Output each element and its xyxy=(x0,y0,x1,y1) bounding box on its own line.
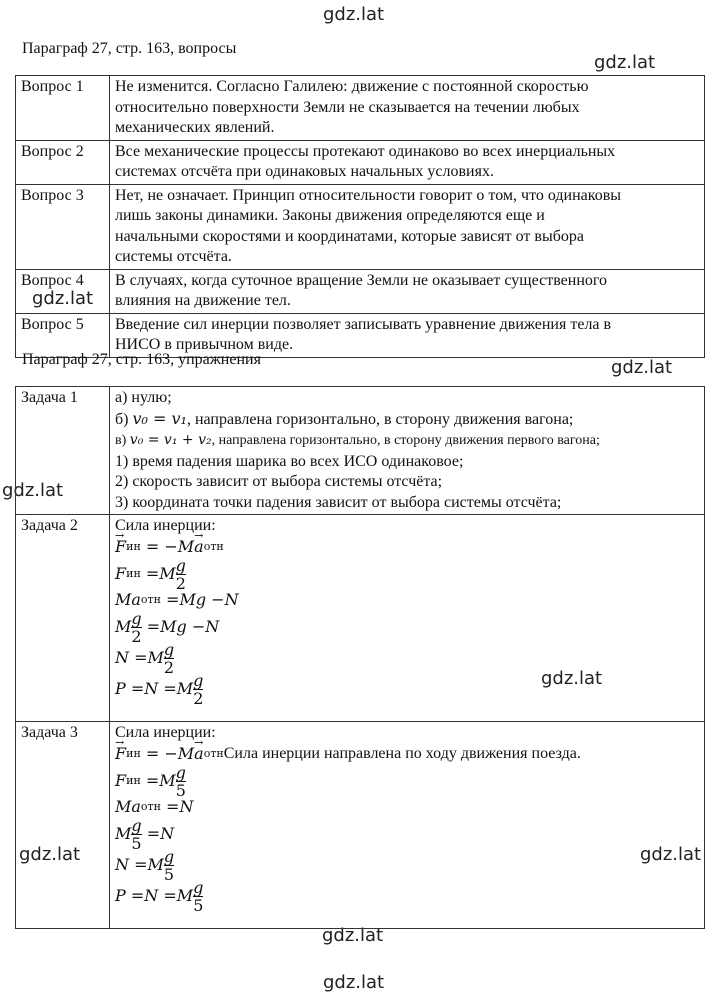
force-direction-note: Сила инерции направлена по ходу движения поезда. xyxy=(223,745,581,763)
question-label: Вопрос 3 xyxy=(16,184,110,269)
question-label: Вопрос 5 xyxy=(16,313,110,357)
table-row xyxy=(16,387,705,515)
formula: M $\frac{g}{5}$ = N xyxy=(115,815,175,853)
watermark: gdz.lat xyxy=(323,4,385,25)
question-label: Вопрос 1 xyxy=(16,76,110,141)
formula: F ин = M $\frac{g}{5}$ xyxy=(115,762,186,800)
question-label: Вопрос 4 xyxy=(16,269,110,313)
table-row xyxy=(16,140,705,184)
exercises-table xyxy=(15,386,705,929)
formula: P = N = M $\frac{g}{2}$ xyxy=(115,670,204,708)
watermark: gdz.lat xyxy=(594,52,656,73)
question-label: Вопрос 2 xyxy=(16,140,110,184)
formula: F ин = M $\frac{g}{2}$ xyxy=(115,555,186,593)
table-row xyxy=(16,76,705,141)
watermark: gdz.lat xyxy=(611,357,673,378)
watermark: gdz.lat xyxy=(541,668,603,689)
formula: → F ин = − M → a отн Сила инерции направлена по ходу движения поезда. xyxy=(115,744,699,766)
formula: → F ин = − M → a отн xyxy=(115,537,699,559)
formula: M $\frac{g}{2}$ = Mg − N xyxy=(115,608,220,646)
formula: N = M $\frac{g}{5}$ xyxy=(115,846,175,884)
watermark: gdz.lat xyxy=(640,844,702,865)
question-answer: Нет, не означает. Принцип относительности говорит о том, что одинаковы лишь законы динамики. Законы движения определяются еще и начальными скоростями и координатами, которые зависят от выбора системы отсчёта. xyxy=(110,184,705,269)
table-row xyxy=(16,269,705,313)
watermark: gdz.lat xyxy=(323,972,385,993)
watermark: gdz.lat xyxy=(322,925,384,946)
formula: v₀ = v₁ + v₂ xyxy=(129,432,212,448)
watermark: gdz.lat xyxy=(2,480,64,501)
question-answer: Введение сил инерции позволяет записывать уравнение движения тела в НИСО в привычном виде. xyxy=(110,313,705,357)
question-answer: Все механические процессы протекают одинаково во всех инерциальных системах отсчёта при одинаковых начальных условиях. xyxy=(110,140,705,184)
task-solution: Сила инерции: → F ин = − M → a отн F ин = M $\frac{g}{2}$ Ma отн = Mg − N M $\frac{g}{2}$ = Mg − N N = M $\frac{g}{2}$ P = N = M $\frac{g}{2}$ xyxy=(110,515,705,722)
formula: P = N = M $\frac{g}{5}$ xyxy=(115,877,204,915)
section-heading-questions: Параграф 27, стр. 163, вопросы xyxy=(22,40,237,57)
questions-table xyxy=(15,75,705,358)
table-row xyxy=(16,515,705,722)
table-row xyxy=(16,722,705,929)
watermark: gdz.lat xyxy=(19,844,81,865)
formula: Ma отн = Mg − N xyxy=(115,590,239,610)
task-label: Задача 2 xyxy=(16,515,110,722)
section-heading-exercises: Параграф 27, стр. 163, упражнения xyxy=(22,351,261,368)
formula: v₀ = v₁ xyxy=(132,408,187,428)
task-solution: Сила инерции: → F ин = − M → a отн Сила инерции направлена по ходу движения поезда. F ин = M $\frac{g}{5}$ Ma отн = N M $\frac{g}{5}$ = N N = M $\frac{g}{5}$ P = N = M $\frac{g}{5}$ xyxy=(110,722,705,929)
question-answer: В случаях, когда суточное вращение Земли не оказывает существенного влияния на движение тел. xyxy=(110,269,705,313)
question-answer: Не изменится. Согласно Галилею: движение с постоянной скоростью относительно поверхности Земли не сказывается на течении любых механических явлений. xyxy=(110,76,705,141)
task-solution: а) нулю; б) v₀ = v₁, направлена горизонтально, в сторону движения вагона; в) v₀ = v₁ + v₂, направлена горизонтально, в сторону движения первого вагона; 1) время падения шарика во всех ИСО одинаковое; 2) скорость зависит от выбора системы отсчёта; 3) координата точки падения зависит от выбора системы отсчёта; xyxy=(110,387,705,515)
task-label: Задача 1 xyxy=(16,387,110,515)
task-label: Задача 3 xyxy=(16,722,110,929)
formula: N = M $\frac{g}{2}$ xyxy=(115,639,175,677)
table-row xyxy=(16,184,705,269)
formula: Ma отн = N xyxy=(115,797,194,817)
watermark: gdz.lat xyxy=(32,288,94,309)
